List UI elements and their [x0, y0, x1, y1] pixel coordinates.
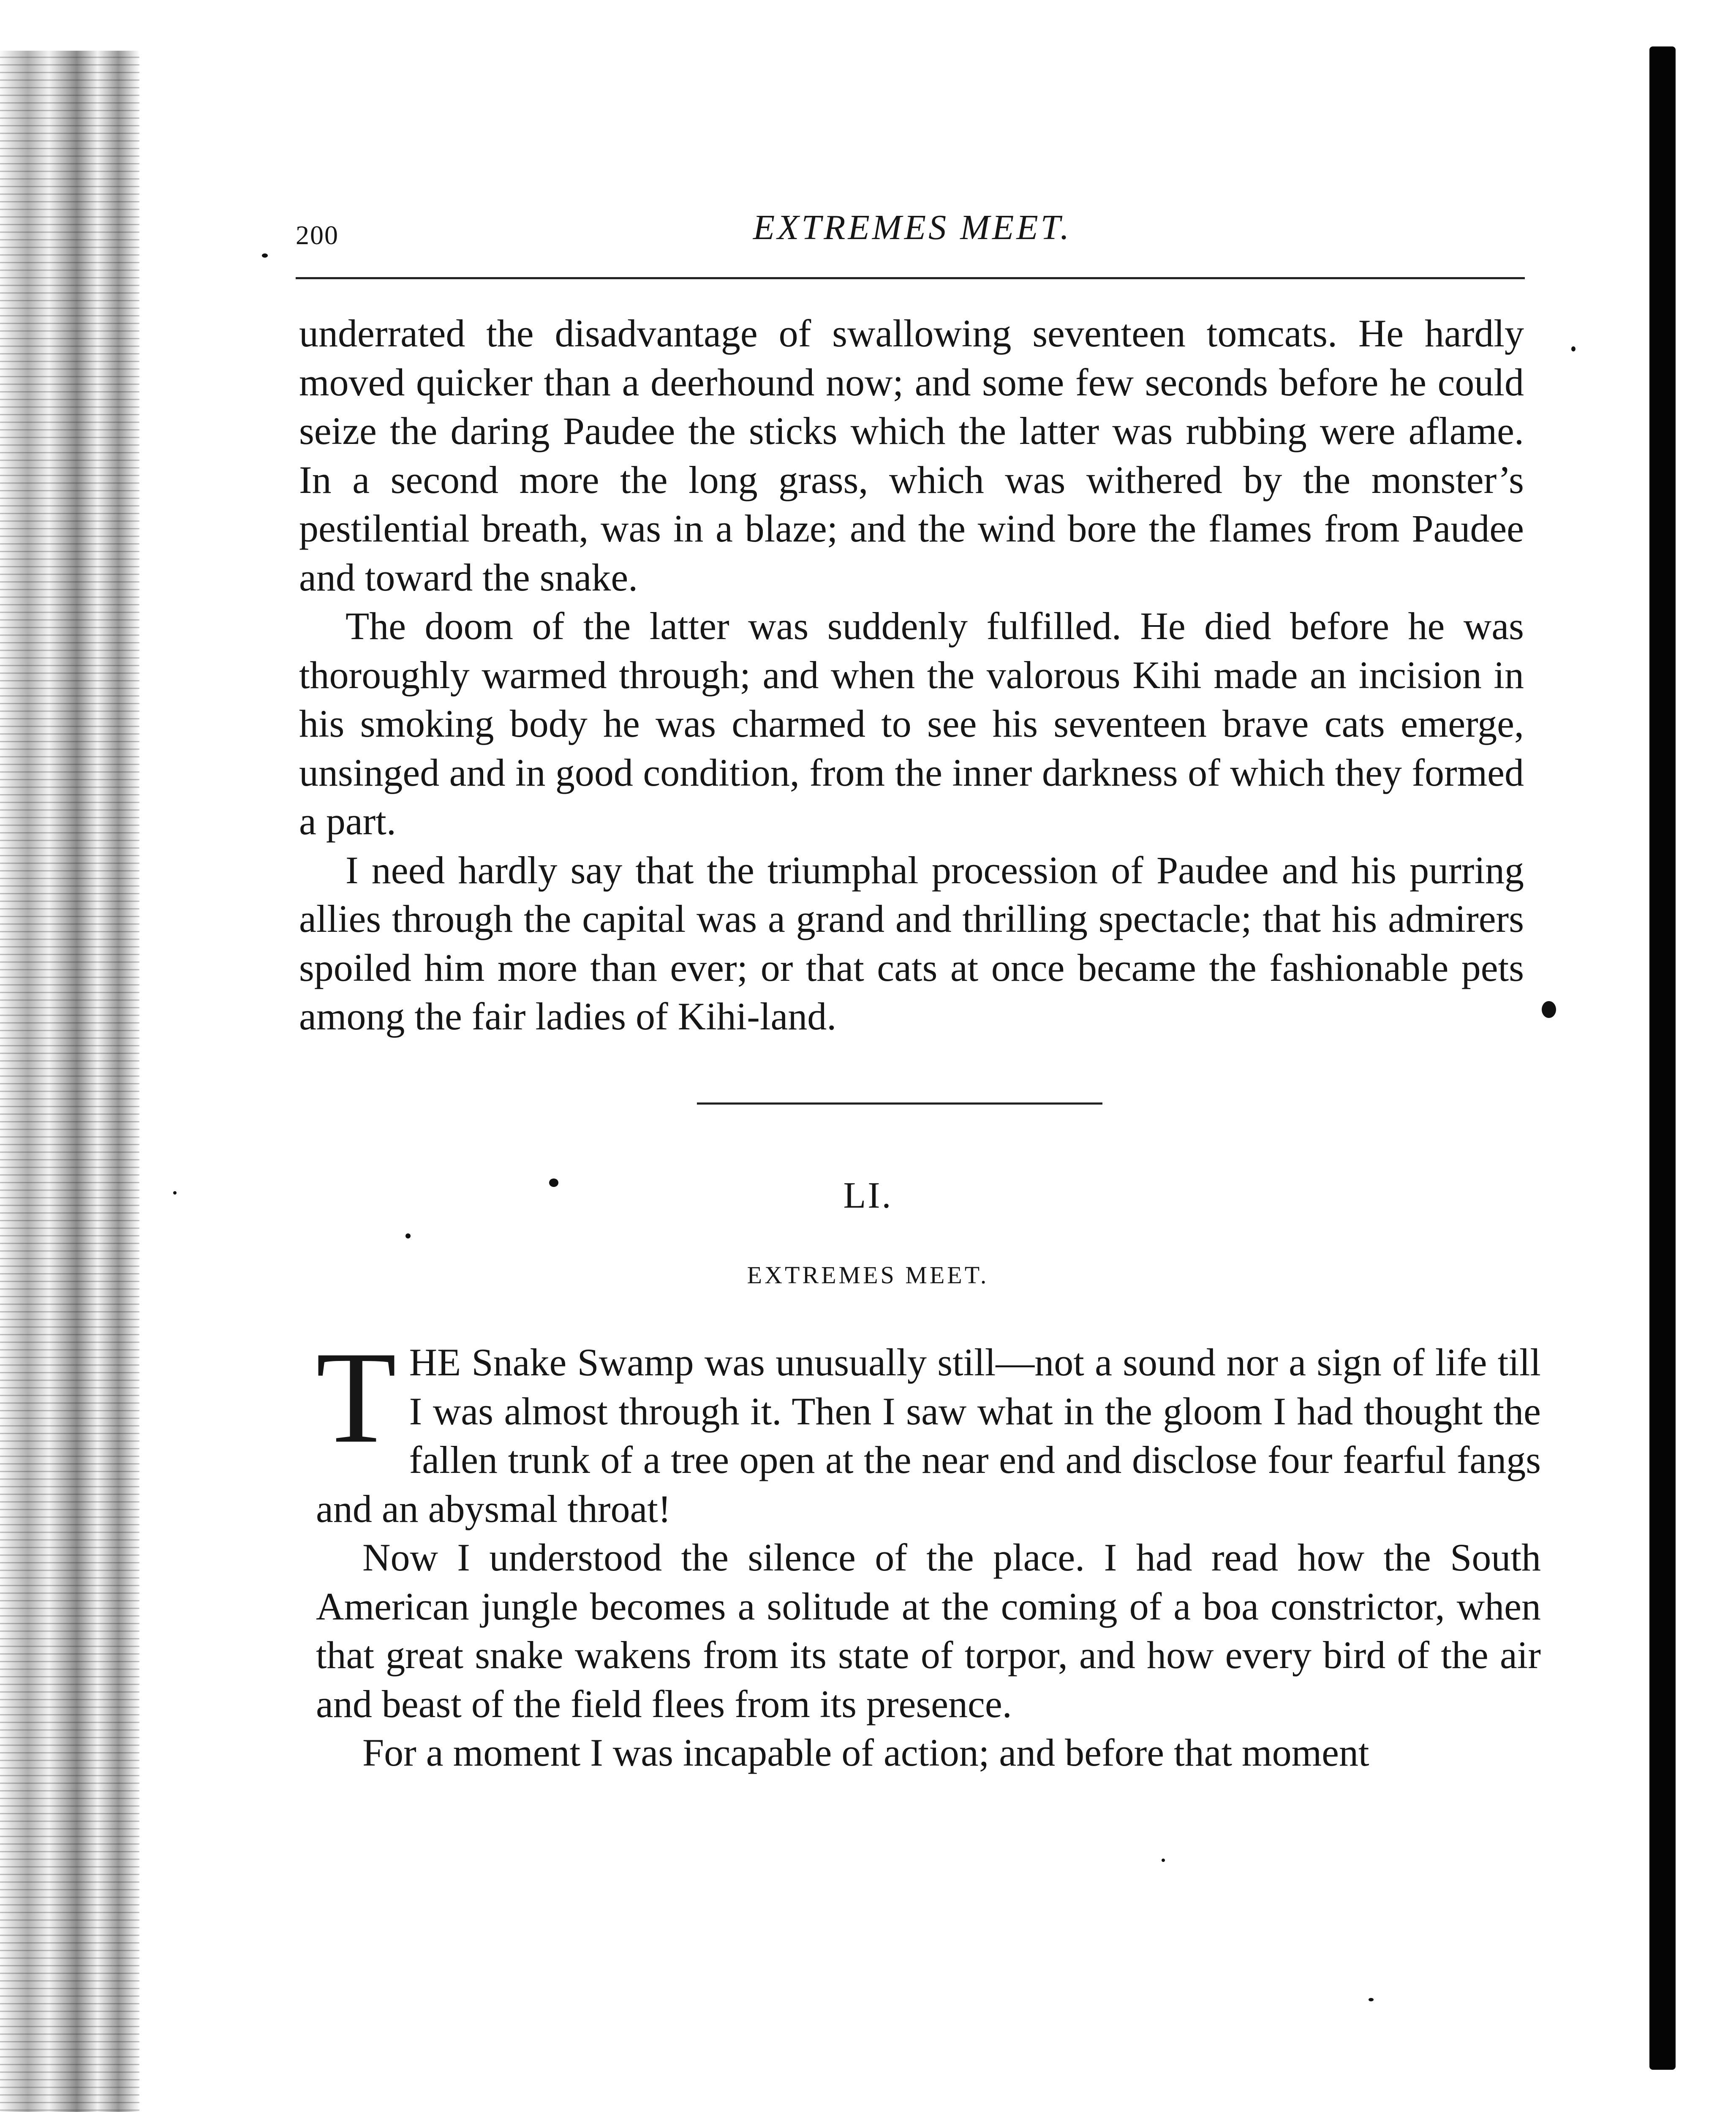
story-ending-text: [299, 309, 1524, 1041]
scan-binding-edge: [0, 51, 139, 2112]
page-number: 200: [296, 220, 339, 250]
section-divider: [697, 1102, 1102, 1105]
header-rule: [296, 277, 1525, 279]
page-header: [296, 207, 1529, 270]
chapter-title: EXTREMES MEET.: [747, 1261, 989, 1289]
scan-right-edge-shadow: [1649, 46, 1676, 2070]
paragraph: I need hardly say that the triumphal procession of Paudee and his purring allies through the capital was a grand and thrilling spectacle; that his admirers spoiled him more than ever; or that cats at once became the fashionable pets among the fair ladies of Kihi-land.: [299, 848, 1524, 1038]
paragraph: [316, 1325, 1541, 1533]
paragraph-text: HE Snake Swamp was unusually still—not a sound nor a sign of life till I was almost through it. Then I saw what in the gloom I had thought the fallen trunk of a tree open at the near end and disclose four fearful fangs and an abysmal throat!: [316, 1341, 1541, 1530]
paragraph: Now I understood the silence of the place. I had read how the South American jungle becomes a solitude at the coming of a boa constrictor, when that great snake wakens from its state of torpor, and how every bird of the air and beast of the field flees from its presence.: [316, 1536, 1541, 1726]
running-head: EXTREMES MEET.: [753, 208, 1072, 247]
paragraph: underrated the disadvantage of swallowing seventeen tomcats. He hardly moved quicker than a deerhound now; and some few seconds before he could seize the daring Paudee the sticks which the latter was rubbing were aflame. In a second more the long grass, which was withered by the monster’s pestilential breath, was in a blaze; and the wind bore the flames from Paudee and toward the snake.: [299, 312, 1524, 599]
paragraph: The doom of the latter was suddenly fulfilled. He died before he was thoroughly warmed through; and when the valorous Kihi made an incision in his smoking body he was charmed to see his seventeen brave cats emerge, unsinged and in good condition, from the inner darkness of which they formed a part.: [299, 604, 1524, 843]
paragraph: For a moment I was incapable of action; and before that moment: [362, 1731, 1369, 1774]
drop-cap: T: [316, 1325, 397, 1470]
chapter-text: [316, 1325, 1541, 1777]
chapter-number: LI.: [843, 1175, 893, 1216]
